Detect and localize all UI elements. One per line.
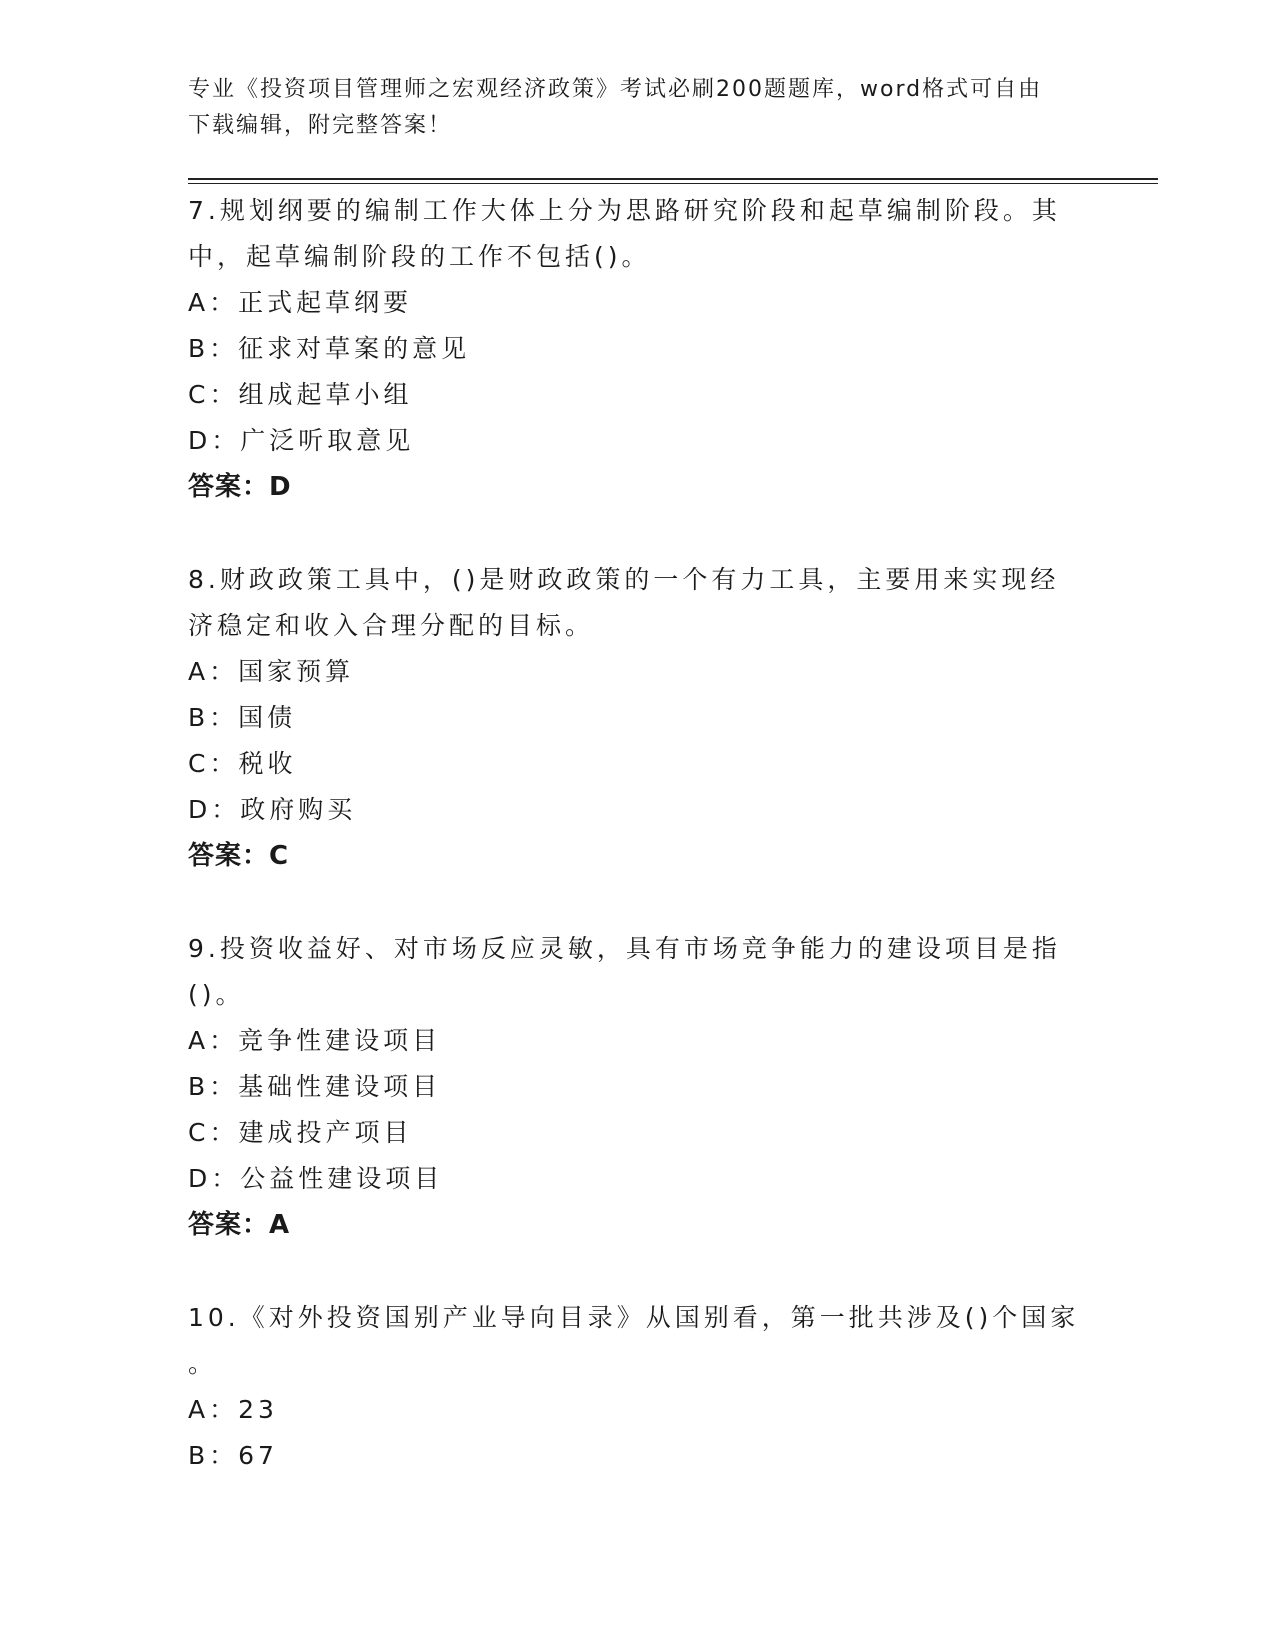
option-c: C：税收 [188,749,297,778]
question-text-line: 9.投资收益好、对市场反应灵敏，具有市场竞争能力的建设项目是指 [188,934,1061,963]
question-9 [188,926,1088,1248]
question-text-line: 7.规划纲要的编制工作大体上分为思路研究阶段和起草编制阶段。其 [188,196,1061,225]
header-divider-thin [188,183,1158,184]
option-a: A：23 [188,1395,278,1424]
question-10 [188,1295,1088,1479]
question-text-line: ()。 [188,980,245,1009]
answer-line: 答案：C [188,841,290,871]
option-d: D：公益性建设项目 [188,1164,444,1193]
answer-line: 答案：D [188,472,292,502]
document-header [188,72,1088,144]
answer-line: 答案：A [188,1210,291,1240]
header-line-1: 专业《投资项目管理师之宏观经济政策》考试必刷200题题库，word格式可自由 [188,77,1043,102]
option-a: A：国家预算 [188,657,355,686]
question-text-line: 中，起草编制阶段的工作不包括()。 [188,242,651,271]
option-c: C：组成起草小组 [188,380,413,409]
option-d: D：政府购买 [188,795,357,824]
question-list [188,188,1088,1526]
option-d: D：广泛听取意见 [188,426,415,455]
header-divider-thick [188,178,1158,180]
option-b: B：67 [188,1441,278,1470]
option-b: B：征求对草案的意见 [188,334,471,363]
option-b: B：国债 [188,703,297,732]
question-7 [188,188,1088,510]
option-c: C：建成投产项目 [188,1118,413,1147]
option-a: A：竞争性建设项目 [188,1026,442,1055]
question-text-line: 济稳定和收入合理分配的目标。 [188,611,595,640]
question-text-line: 10.《对外投资国别产业导向目录》从国别看，第一批共涉及()个国家 [188,1303,1080,1332]
question-text-line: 。 [188,1349,218,1378]
question-text-line: 8.财政政策工具中，()是财政政策的一个有力工具，主要用来实现经 [188,565,1060,594]
header-line-2: 下载编辑，附完整答案！ [188,113,453,138]
option-a: A：正式起草纲要 [188,288,413,317]
option-b: B：基础性建设项目 [188,1072,442,1101]
question-8 [188,557,1088,879]
